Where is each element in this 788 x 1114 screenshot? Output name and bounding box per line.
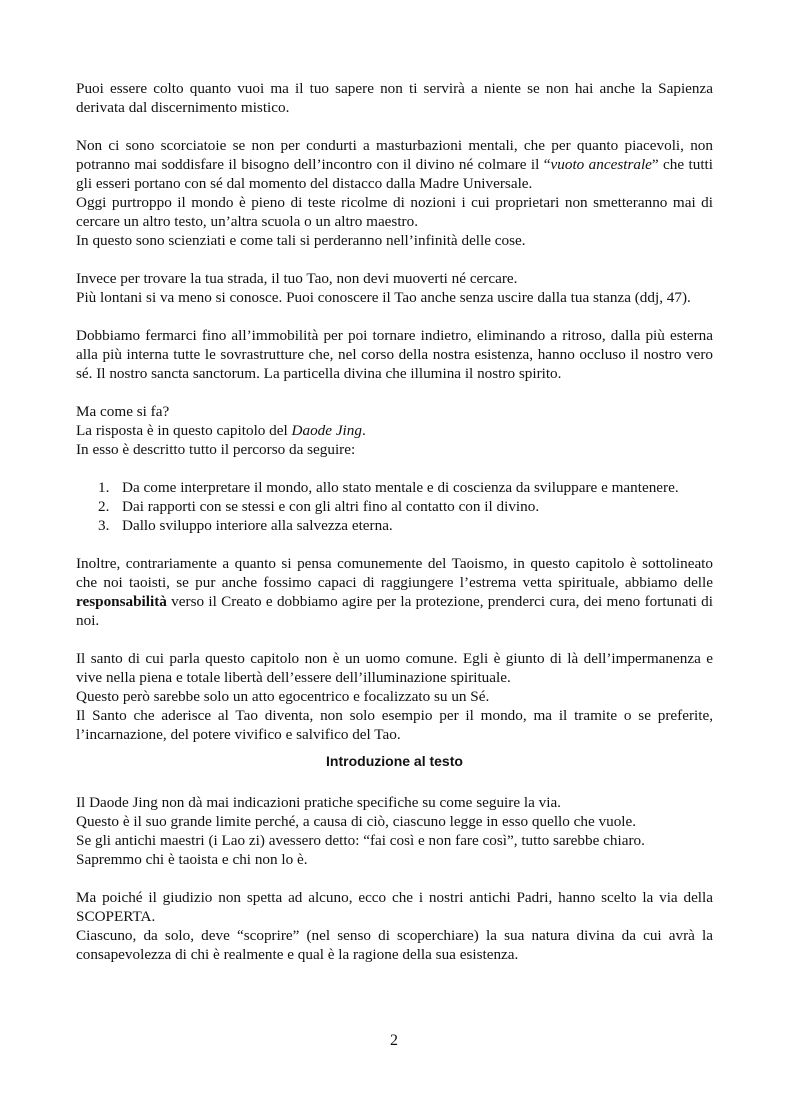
bold-text: responsabilità [76, 593, 167, 610]
list-item [76, 516, 713, 535]
paragraph-gap [76, 459, 713, 478]
paragraph-gap [76, 630, 713, 649]
paragraph: Questo però sarebbe solo un atto egocentrico e focalizzato su un Sé. [76, 688, 490, 705]
italic-text: vuoto ancestrale [550, 156, 652, 173]
list-number: 2. [98, 498, 110, 515]
list-item-text: Dai rapporti con se stessi e con gli altri fino al contatto con il divino. [122, 498, 540, 515]
text-run: verso il Creato e dobbiamo agire per la protezione, prenderci cura, dei meno fortunati di noi. [76, 593, 713, 629]
paragraph: Se gli antichi maestri (i Lao zi) avessero detto: “fai così e non fare così”, tutto sarebbe chiaro. [76, 832, 645, 849]
paragraph [76, 136, 713, 193]
paragraph: Puoi essere colto quanto vuoi ma il tuo sapere non ti servirà a niente se non hai anche la Sapienza derivata dal discernimento mistico. [76, 80, 713, 116]
paragraph: Invece per trovare la tua strada, il tuo Tao, non devi muoverti né cercare. [76, 270, 518, 287]
paragraph: Più lontani si va meno si conosce. Puoi conoscere il Tao anche senza uscire dalla tua stanza (ddj, 47). [76, 289, 691, 306]
paragraph: Ma poiché il giudizio non spetta ad alcuno, ecco che i nostri antichi Padri, hanno scelto la via della SCOPERTA. [76, 889, 713, 925]
list-item [76, 478, 713, 497]
paragraph: Dobbiamo fermarci fino all’immobilità per poi tornare indietro, eliminando a ritroso, dalla più esterna alla più interna tutte le sovrastrutture che, nel corso della nostra esistenza, hanno occluso il nostro vero sé. Il nostro sancta sanctorum. La particella divina che illumina il nostro spirito. [76, 327, 713, 382]
list-number: 3. [98, 517, 110, 534]
paragraph-gap [76, 869, 713, 888]
paragraph-gap [76, 535, 713, 554]
paragraph-gap [76, 307, 713, 326]
paragraph: Il santo di cui parla questo capitolo non è un uomo comune. Egli è giunto di là dell’impermanenza e vive nella piena e totale libertà dell’essere dell’illuminazione spirituale. [76, 650, 713, 686]
text-run: Inoltre, contrariamente a quanto si pensa comunemente del Taoismo, in questo capitolo è sottolineato che noi taoisti, se pur anche fossimo capaci di raggiungere l’estrema vetta spirituale, abbiamo delle [76, 555, 713, 591]
section-heading: Introduzione al testo [326, 753, 463, 769]
paragraph-gap [76, 250, 713, 269]
paragraph-gap [76, 383, 713, 402]
numbered-list [76, 478, 713, 535]
list-item-text: Dallo sviluppo interiore alla salvezza eterna. [122, 517, 393, 534]
paragraph [76, 554, 713, 630]
paragraph: Il Daode Jing non dà mai indicazioni pratiche specifiche su come seguire la via. [76, 794, 561, 811]
document-body [76, 79, 713, 964]
italic-text: Daode Jing [291, 422, 362, 439]
paragraph: In esso è descritto tutto il percorso da seguire: [76, 441, 356, 458]
paragraph: Questo è il suo grande limite perché, a causa di ciò, ciascuno legge in esso quello che vuole. [76, 813, 637, 830]
text-run: ” che tutti gli esseri portano con sé dal momento del distacco dalla Madre Universale. [76, 156, 714, 192]
paragraph: Oggi purtroppo il mondo è pieno di teste ricolme di nozioni i cui proprietari non smetteranno mai di cercare un altro testo, un’altra scuola o un altro maestro. [76, 194, 713, 230]
paragraph: Ciascuno, da solo, deve “scoprire” (nel senso di scoperchiare) la sua natura divina da cui avrà la consapevolezza di chi è realmente e qual è la ragione della sua esistenza. [76, 927, 713, 963]
paragraph [76, 421, 713, 440]
paragraph: Sapremmo chi è taoista e chi non lo è. [76, 851, 308, 868]
page-number: 2 [390, 1032, 398, 1049]
paragraph: Il Santo che aderisce al Tao diventa, non solo esempio per il mondo, ma il tramite o se preferite, l’incarnazione, del potere vivifico e salvifico del Tao. [76, 707, 713, 743]
text-run: La risposta è in questo capitolo del [76, 422, 292, 439]
paragraph-gap [76, 117, 713, 136]
list-number: 1. [98, 479, 110, 496]
list-item [76, 497, 713, 516]
text-run: . [361, 422, 366, 439]
paragraph: In questo sono scienziati e come tali si perderanno nell’infinità delle cose. [76, 232, 526, 249]
list-item-text: Da come interpretare il mondo, allo stato mentale e di coscienza da sviluppare e mantenere. [122, 479, 679, 496]
text-run: Non ci sono scorciatoie se non per condurti a masturbazioni mentali, che per quanto piacevoli, non potranno mai soddisfare il bisogno dell’incontro con il divino né colmare il “ [76, 137, 713, 173]
paragraph: Ma come si fa? [76, 403, 170, 420]
